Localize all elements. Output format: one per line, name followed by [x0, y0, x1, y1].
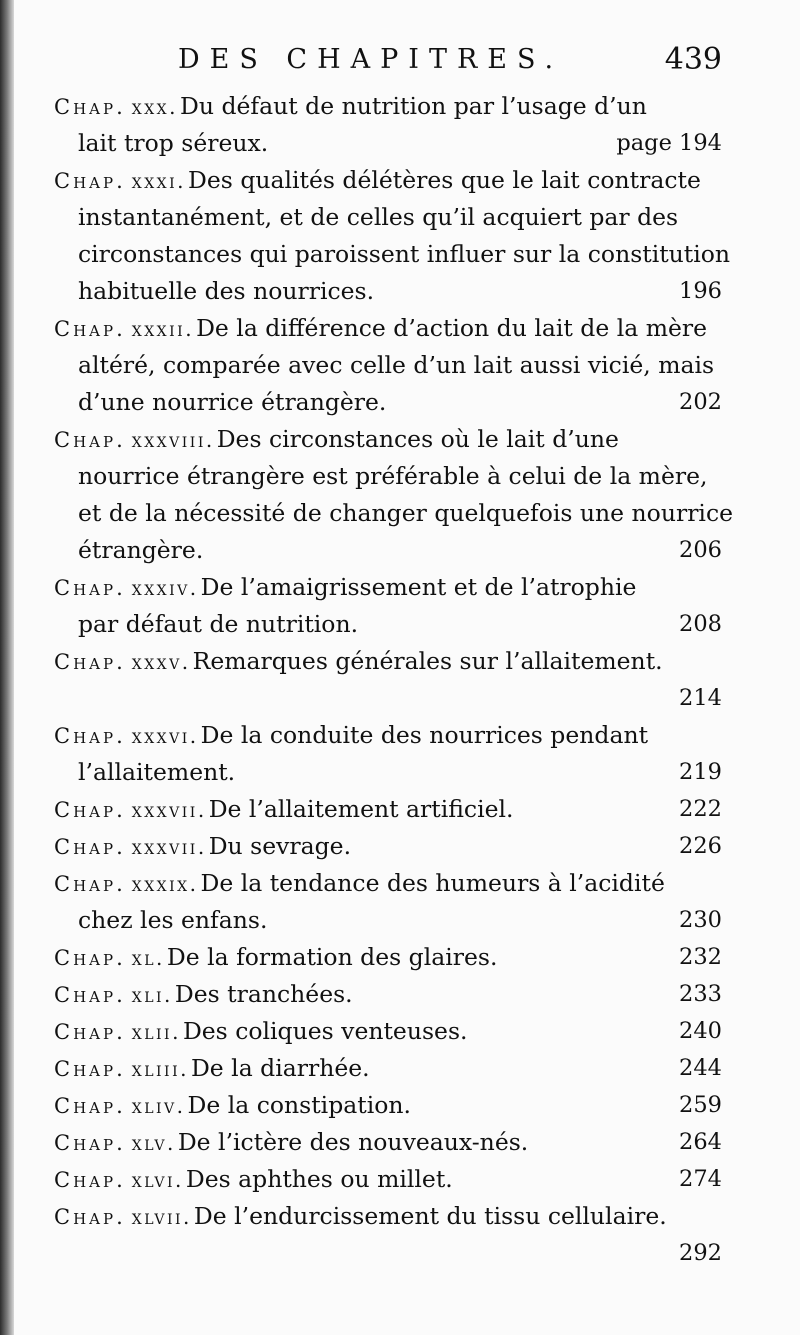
chapter-label: Chap. — [54, 1168, 126, 1192]
toc-entry-first-line — [54, 976, 726, 1013]
chapter-numeral: xxxv. — [131, 650, 191, 674]
chapter-title: Des circonstances où le lait d’une — [216, 425, 619, 453]
toc-entry-first-line — [54, 643, 726, 680]
chapter-title: De la tendance des humeurs à l’acidité — [200, 869, 665, 897]
page-number: 439 — [664, 42, 722, 77]
chapter-label: Chap. — [54, 650, 126, 674]
toc-entry-continuation-line — [54, 199, 726, 236]
toc-entry-first-line — [54, 569, 726, 606]
chapter-numeral: xliii. — [131, 1057, 189, 1081]
toc-entry-first-line — [54, 88, 726, 125]
toc-entry — [54, 88, 726, 162]
chapter-page-number: 232 — [679, 944, 722, 970]
chapter-numeral: xxxix. — [131, 872, 199, 896]
chapter-label: Chap. — [54, 798, 126, 822]
chapter-page-number: 259 — [679, 1092, 722, 1118]
chapter-title-continuation: instantanément, et de celles qu’il acquiert par des — [78, 203, 679, 231]
chapter-numeral: xxxi. — [131, 169, 187, 193]
chapter-title: De la constipation. — [187, 1091, 411, 1119]
chapter-title: Du défaut de nutrition par l’usage d’un — [180, 92, 647, 120]
chapter-page-number: 208 — [679, 611, 722, 637]
toc-entry — [54, 310, 726, 421]
chapter-numeral: xlv. — [131, 1131, 176, 1155]
chapter-label: Chap. — [54, 946, 126, 970]
chapter-label: Chap. — [54, 1094, 126, 1118]
toc-entry-continuation-line — [54, 606, 726, 643]
toc-entry-first-line — [54, 1013, 726, 1050]
toc-entry-continuation-line — [54, 273, 726, 310]
chapter-label: Chap. — [54, 724, 126, 748]
chapter-label: Chap. — [54, 1131, 126, 1155]
chapter-numeral: xxxii. — [131, 317, 195, 341]
toc-entry-continuation-line — [54, 680, 726, 717]
toc-entry — [54, 162, 731, 310]
chapter-label: Chap. — [54, 1057, 126, 1081]
chapter-numeral: xl. — [131, 946, 165, 970]
chapter-label: Chap. — [54, 1205, 126, 1229]
chapter-page-number: 264 — [679, 1129, 722, 1155]
running-header — [0, 44, 800, 86]
toc-entry — [54, 791, 726, 828]
chapter-title-continuation: altéré, comparée avec celle d’un lait aussi vicié, mais — [78, 351, 715, 379]
chapter-title: De l’ictère des nouveaux-nés. — [177, 1128, 529, 1156]
toc-entry-continuation-line — [54, 347, 726, 384]
toc-entry-first-line — [54, 162, 726, 199]
chapter-title-continuation: lait trop séreux. — [78, 129, 269, 157]
toc-entry-continuation-line — [54, 125, 726, 162]
chapter-numeral: xxxvii. — [131, 798, 207, 822]
chapter-title: De la diarrhée. — [190, 1054, 370, 1082]
chapter-numeral: xli. — [131, 983, 173, 1007]
toc-entry-first-line — [54, 1198, 726, 1235]
toc-entry-continuation-line — [54, 532, 726, 569]
toc-entry-first-line — [54, 1087, 726, 1124]
page-gutter-shadow — [0, 0, 14, 1335]
chapter-label: Chap. — [54, 983, 126, 1007]
toc-entry-first-line — [54, 310, 726, 347]
chapter-page-number: 206 — [679, 537, 722, 563]
chapter-title: De l’allaitement artificiel. — [208, 795, 514, 823]
toc-entry — [54, 1124, 726, 1161]
toc-entry — [54, 1013, 726, 1050]
chapter-title: Des qualités délétères que le lait contracte — [188, 166, 701, 194]
chapter-title-continuation: habituelle des nourrices. — [78, 277, 375, 305]
chapter-numeral: xlii. — [131, 1020, 181, 1044]
chapter-title-continuation: par défaut de nutrition. — [78, 610, 359, 638]
toc-entry-continuation-line — [54, 495, 734, 532]
chapter-label: Chap. — [54, 835, 126, 859]
toc-entry — [54, 939, 726, 976]
toc-entry-first-line — [54, 421, 726, 458]
chapter-page-number: 292 — [679, 1240, 722, 1266]
chapter-page-number: 202 — [679, 389, 722, 415]
toc-entry — [54, 717, 726, 791]
toc-entry-continuation-line — [54, 754, 726, 791]
chapter-label: Chap. — [54, 428, 126, 452]
chapter-page-number: 240 — [679, 1018, 722, 1044]
running-header-title: DES CHAPITRES. — [178, 44, 564, 75]
chapter-title: Des aphthes ou millet. — [185, 1165, 453, 1193]
toc-entry — [54, 1198, 726, 1272]
chapter-page-number: 233 — [679, 981, 722, 1007]
chapter-label: Chap. — [54, 576, 126, 600]
toc-entry-first-line — [54, 1161, 726, 1198]
toc-entry — [54, 643, 726, 717]
toc-entry — [54, 1050, 726, 1087]
toc-entry — [54, 1161, 726, 1198]
toc-entry-continuation-line — [54, 236, 731, 273]
chapter-title: De l’endurcissement du tissu cellulaire. — [193, 1202, 667, 1230]
chapter-title: De la conduite des nourrices pendant — [200, 721, 649, 749]
chapter-numeral: xlvii. — [131, 1205, 192, 1229]
chapter-numeral: xxx. — [131, 95, 179, 119]
chapter-page-number: 274 — [679, 1166, 722, 1192]
chapter-label: Chap. — [54, 95, 126, 119]
chapter-title-continuation: étrangère. — [78, 536, 204, 564]
chapter-title: Des coliques venteuses. — [182, 1017, 468, 1045]
chapter-title: De la formation des glaires. — [166, 943, 498, 971]
chapter-page-number: page 194 — [616, 130, 722, 156]
toc-entry — [54, 976, 726, 1013]
toc-entry-first-line — [54, 791, 726, 828]
chapter-label: Chap. — [54, 317, 126, 341]
chapter-page-number: 230 — [679, 907, 722, 933]
toc-entry — [54, 865, 726, 939]
chapter-numeral: xxxiv. — [131, 576, 199, 600]
toc-entry-first-line — [54, 717, 726, 754]
chapter-page-number: 226 — [679, 833, 722, 859]
chapter-title: De l’amaigrissement et de l’atrophie — [200, 573, 637, 601]
toc-entry-first-line — [54, 828, 726, 865]
chapter-title-continuation: l’allaitement. — [78, 758, 236, 786]
toc-entry — [54, 828, 726, 865]
chapter-title: Remarques générales sur l’allaitement. — [192, 647, 663, 675]
chapter-numeral: xxxvii. — [131, 835, 207, 859]
toc-entry-first-line — [54, 1124, 726, 1161]
toc-entry — [54, 1087, 726, 1124]
toc-entry-continuation-line — [54, 902, 726, 939]
table-of-contents — [54, 88, 734, 1272]
chapter-title: Du sevrage. — [208, 832, 352, 860]
chapter-numeral: xliv. — [131, 1094, 186, 1118]
toc-entry-first-line — [54, 1050, 726, 1087]
toc-entry-first-line — [54, 865, 726, 902]
chapter-page-number: 244 — [679, 1055, 722, 1081]
chapter-title-continuation: circonstances qui paroissent influer sur la constitution — [78, 240, 731, 268]
chapter-page-number: 196 — [679, 278, 722, 304]
toc-entry-first-line — [54, 939, 726, 976]
chapter-label: Chap. — [54, 169, 126, 193]
toc-entry — [54, 421, 734, 569]
chapter-page-number: 219 — [679, 759, 722, 785]
chapter-numeral: xlvi. — [131, 1168, 184, 1192]
chapter-numeral: xxxvi. — [131, 724, 199, 748]
chapter-title-continuation: nourrice étrangère est préférable à celui de la mère, — [78, 462, 708, 490]
chapter-label: Chap. — [54, 1020, 126, 1044]
chapter-title-continuation: et de la nécessité de changer quelquefois une nourrice — [78, 499, 734, 527]
chapter-label: Chap. — [54, 872, 126, 896]
chapter-title: Des tranchées. — [174, 980, 353, 1008]
chapter-title: De la différence d’action du lait de la mère — [196, 314, 708, 342]
toc-entry — [54, 569, 726, 643]
toc-entry-continuation-line — [54, 1235, 726, 1272]
chapter-title-continuation: d’une nourrice étrangère. — [78, 388, 387, 416]
chapter-page-number: 214 — [679, 685, 722, 711]
chapter-page-number: 222 — [679, 796, 722, 822]
toc-entry-continuation-line — [54, 384, 726, 421]
chapter-title-continuation: chez les enfans. — [78, 906, 268, 934]
chapter-numeral: xxxviii. — [131, 428, 215, 452]
toc-entry-continuation-line — [54, 458, 726, 495]
